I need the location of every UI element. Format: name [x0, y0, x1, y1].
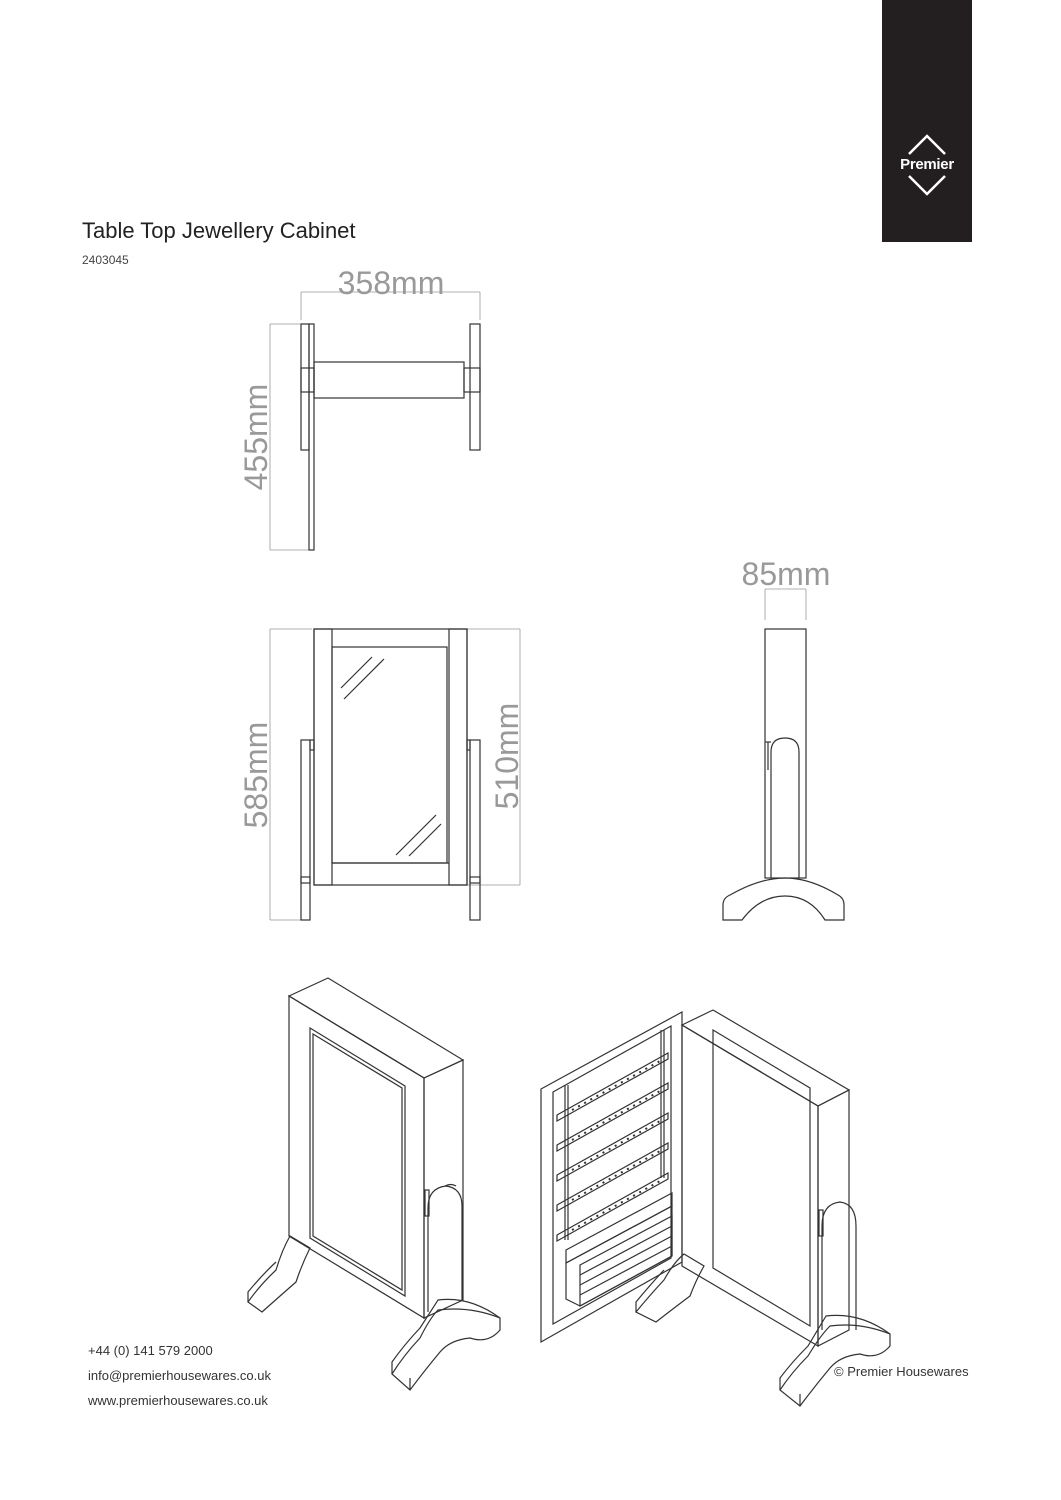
necklace-bars [557, 1030, 668, 1241]
contact-phone: +44 (0) 141 579 2000 [88, 1343, 213, 1358]
contact-website[interactable]: www.premierhousewares.co.uk [88, 1393, 268, 1408]
isometric-closed-view [248, 978, 500, 1390]
product-code: 2403045 [82, 253, 129, 267]
contact-email[interactable]: info@premierhousewares.co.uk [88, 1368, 272, 1383]
side-view [723, 589, 844, 920]
top-view [270, 292, 480, 550]
front-view [270, 629, 520, 920]
copyright: © Premier Housewares [834, 1364, 969, 1379]
dimension-depth: 85mm [741, 556, 831, 592]
dimension-top-depth: 455mm [238, 383, 274, 491]
logo-text: Premier [900, 156, 954, 173]
dimension-mirror-height: 510mm [489, 702, 525, 810]
product-title: Table Top Jewellery Cabinet [82, 218, 356, 243]
dimension-height: 585mm [238, 721, 274, 829]
dimension-top-width: 358mm [337, 265, 445, 301]
isometric-open-view [541, 1010, 890, 1406]
